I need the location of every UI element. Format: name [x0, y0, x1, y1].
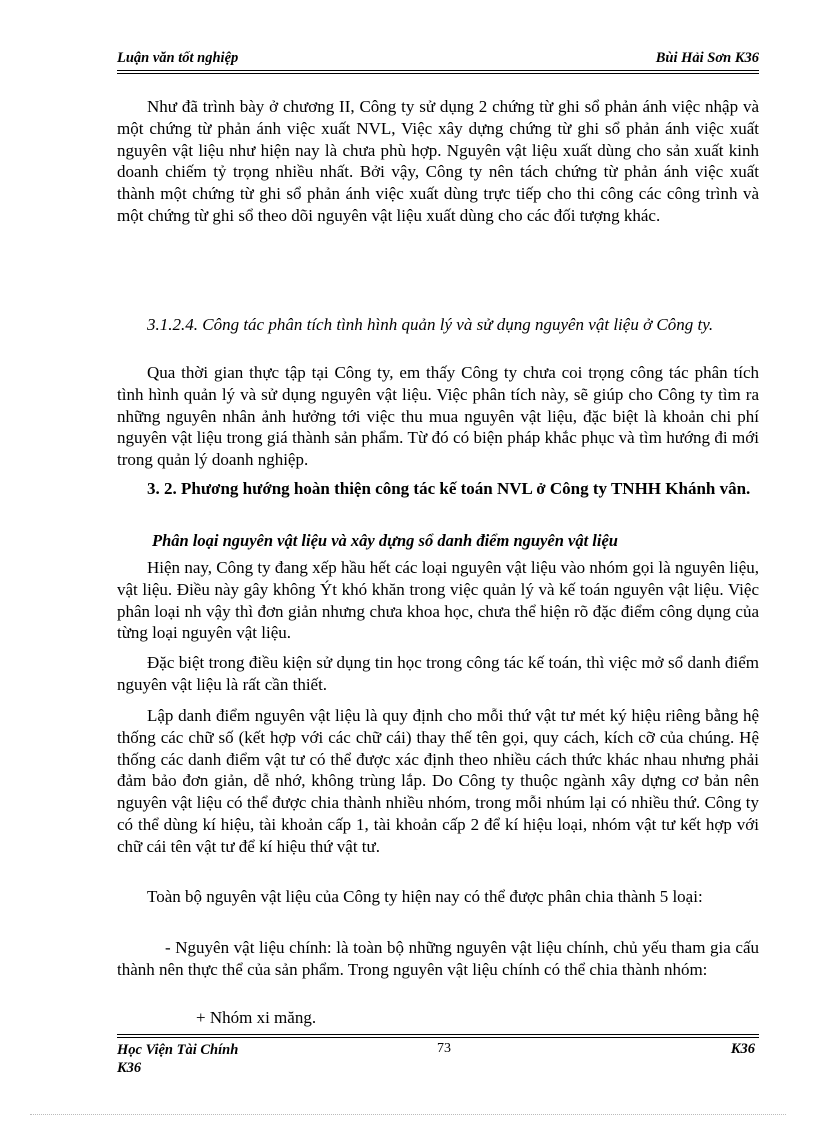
paragraph-8: + Nhóm xi măng.: [196, 1008, 317, 1027]
section-heading-3-1-2-4: 3.1.2.4. Công tác phân tích tình hình quản lý và sử dụng nguyên vật liệu ở Công ty.: [147, 315, 714, 334]
header-right: Bùi Hải Sơn K36: [655, 50, 759, 66]
paragraph-2: Qua thời gian thực tập tại Công ty, em thấy Công ty chưa coi trọng công tác phân tích tình hình quản lý và sử dụng nguyên vật liệu. Việc phân tích này, sẽ giúp cho Công ty tìm ra những nguyên nhân ảnh hưởng tới việc thu mua nguyên vật liệu, đặc biệt là khoản chi phí nguyên vật liệu trong giá thành sản phẩm. Từ đó có biện pháp khắc phục và tìm hướng đi mới trong quản lý doanh nghiệp.: [117, 363, 759, 470]
subsection-heading: Phân loại nguyên vật liệu và xây dựng sổ danh điểm nguyên vật liệu: [152, 531, 618, 550]
footer-rule-double: [117, 1037, 759, 1038]
header-rule: [117, 70, 759, 71]
footer-left: [117, 1041, 238, 1077]
paragraph-5: Lập danh điểm nguyên vật liệu là quy định cho mỗi thứ vật tư mét ký hiệu riêng bằng hệ thống các chữ số (kết hợp với các chữ cái) thay thế tên gọi, quy cách, kích cỡ của chúng. Hệ thống các danh điểm vật tư có thể được xác định theo nhiều cách thức khác nhau nhưng phải đảm bảo đơn giản, dễ nhớ, không trùng lắp. Do Công ty thuộc ngành xây dựng cơ bản nên nguyên vật liệu có thể được chia thành nhiều nhóm, trong mỗi nhúm lại có nhiều thứ. Công ty có thể dùng kí hiệu, tài khoản cấp 1, tài khoản cấp 2 để kí hiệu loại, nhóm vật tư kết hợp với chữ cái tên vật tư để kí hiệu thứ vật tư.: [117, 706, 759, 856]
footer-rule: [117, 1034, 759, 1035]
footer-right: K36: [730, 1041, 755, 1057]
page-number: 73: [437, 1041, 451, 1056]
section-heading-3-2: 3. 2. Phương hướng hoàn thiện công tác kế toán NVL ở Công ty TNHH Khánh vân.: [147, 479, 751, 498]
paragraph-3: Hiện nay, Công ty đang xếp hầu hết các loại nguyên vật liệu vào nhóm gọi là nguyên liệu, vật liệu. Điều này gây không Ýt khó khăn trong việc quản lý và kế toán nguyên vật liệu. Việc phân loại nh vậy thì đơn giản nhưng chưa khoa học, chưa thể hiện rõ đặc điểm công dụng của từng loại nguyên vật liệu.: [117, 558, 759, 643]
paragraph-1: Như đã trình bày ở chương II, Công ty sử dụng 2 chứng từ ghi sổ phản ánh việc nhập và một chứng từ phản ánh việc xuất NVL, Việc xây dựng chứng từ ghi sổ phản ánh việc xuất nguyên vật liệu như hiện nay là chưa phù hợp. Nguyên vật liệu xuất dùng cho sản xuất kinh doanh chiếm tỷ trọng nhiều nhất. Bởi vậy, Công ty nên tách chứng từ phản ánh việc xuất thành một chứng từ ghi sổ phản ánh việc xuất dùng trực tiếp cho thi công các công trình và một chứng từ ghi sổ theo dõi nguyên vật liệu xuất dùng cho các đối tượng khác.: [117, 97, 759, 225]
paragraph-7: - Nguyên vật liệu chính: là toàn bộ những nguyên vật liệu chính, chủ yếu tham gia cấu thành nên thực thể của sản phẩm. Trong nguyên vật liệu chính có thể chia thành nhóm:: [117, 938, 759, 979]
paragraph-4: Đặc biệt trong điều kiện sử dụng tin học trong công tác kế toán, thì việc mở sổ danh điểm nguyên vật liệu là rất cần thiết.: [117, 653, 759, 694]
page-bottom-border: [30, 1114, 786, 1115]
page-header: [117, 48, 759, 70]
paragraph-6: Toàn bộ nguyên vật liệu của Công ty hiện nay có thể được phân chia thành 5 loại:: [147, 887, 703, 906]
footer-class: K36: [117, 1060, 142, 1076]
footer-institution: Học Viện Tài Chính: [117, 1042, 239, 1058]
header-rule-double: [117, 73, 759, 74]
header-left: Luận văn tốt nghiệp: [117, 50, 239, 66]
page-footer: [117, 1041, 759, 1081]
